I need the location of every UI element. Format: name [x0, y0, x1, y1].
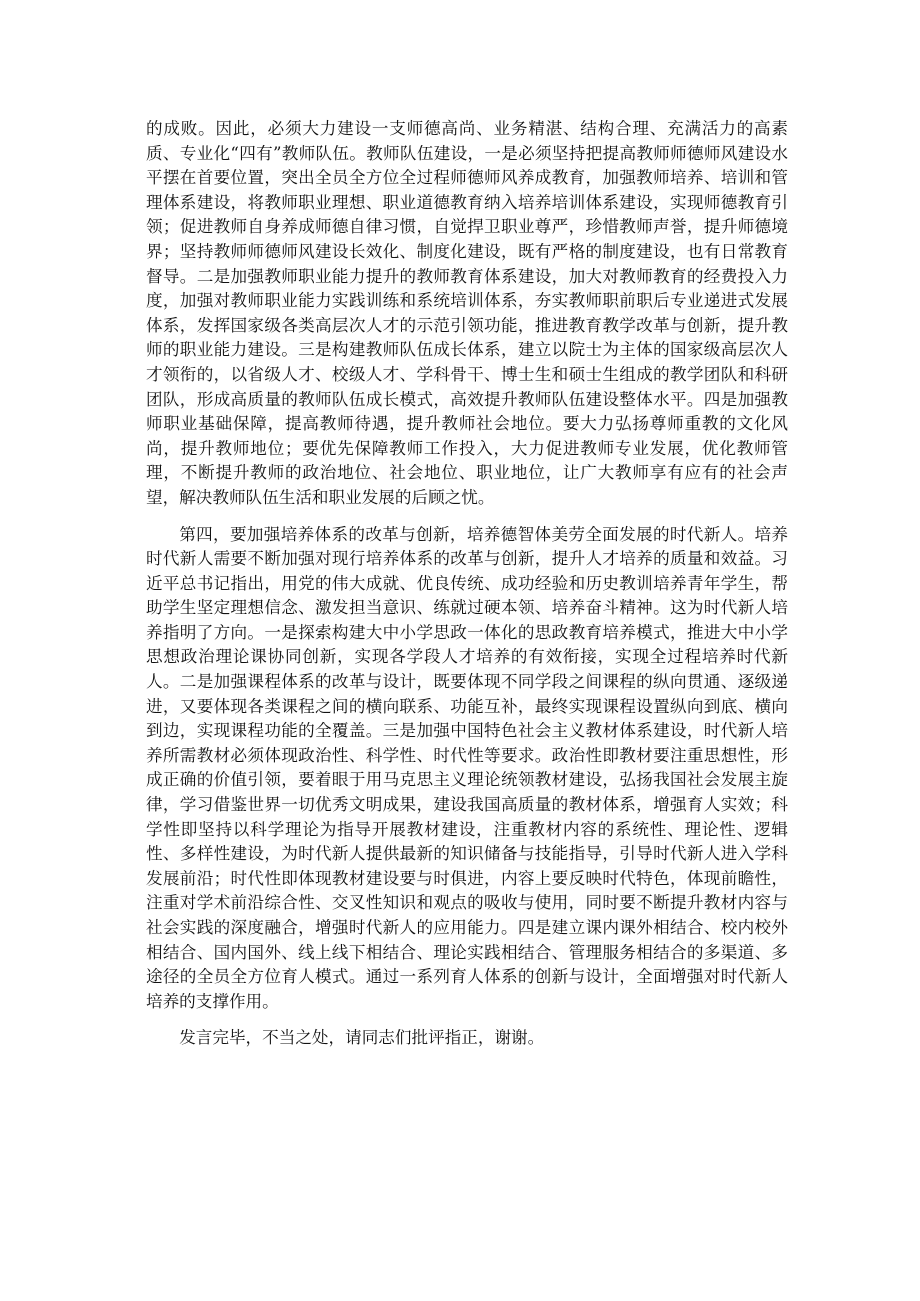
document-page	[146, 117, 788, 1051]
paragraph-teacher-team: 的成败。因此，必须大力建设一支师德高尚、业务精湛、结构合理、充满活力的高素质、专业化“四有”教师队伍。教师队伍建设，一是必须坚持把提高教师师德师风建设水平摆在首要位置，突出全员全方位全过程师德师风养成教育，加强教师培养、培训和管理体系建设，将教师职业理想、职业道德教育纳入培养培训体系建设，实现师德教育引领；促进教师自身养成师德自律习惯，自觉捍卫职业尊严，珍惜教师声誉，提升师德境界；坚持教师师德师风建设长效化、制度化建设，既有严格的制度建设，也有日常教育督导。二是加强教师职业能力提升的教师教育体系建设，加大对教师教育的经费投入力度，加强对教师职业能力实践训练和系统培训体系，夯实教师职前职后专业递进式发展体系，发挥国家级各类高层次人才的示范引领功能，推进教育教学改革与创新，提升教师的职业能力建设。三是构建教师队伍成长体系，建立以院士为主体的国家级高层次人才领衔的，以省级人才、校级人才、学科骨干、博士生和硕士生组成的教学团队和科研团队，形成高质量的教师队伍成长模式，高效提升教师队伍建设整体水平。四是加强教师职业基础保障，提高教师待遇，提升教师社会地位。要大力弘扬尊师重教的文化风尚，提升教师地位；要优先保障教师工作投入，大力促进教师专业发展，优化教师管理，不断提升教师的政治地位、社会地位、职业地位，让广大教师享有应有的社会声望，解决教师队伍生活和职业发展的后顾之忧。	[146, 119, 788, 507]
paragraph-training-system: 第四，要加强培养体系的改革与创新，培养德智体美劳全面发展的时代新人。培养时代新人需要不断加强对现行培养体系的改革与创新，提升人才培养的质量和效益。习近平总书记指出，用党的伟大成就、优良传统、成功经验和历史教训培养青年学生，帮助学生坚定理想信念、激发担当意识、练就过硬本领、培养奋斗精神。这为时代新人培养指明了方向。一是探索构建大中小学思政一体化的思政教育培养模式，推进大中小学思想政治理论课协同创新，实现各学段人才培养的有效衔接，实现全过程培养时代新人。二是加强课程体系的改革与设计，既要体现不同学段之间课程的纵向贯通、逐级递进，又要体现各类课程之间的横向联系、功能互补，最终实现课程设置纵向到底、横向到边，实现课程功能的全覆盖。三是加强中国特色社会主义教材体系建设，时代新人培养所需教材必须体现政治性、科学性、时代性等要求。政治性即教材要注重思想性，形成正确的价值引领，要着眼于用马克思主义理论统领教材建设，弘扬我国社会发展主旋律，学习借鉴世界一切优秀文明成果，建设我国高质量的教材体系，增强育人实效；科学性即坚持以科学理论为指导开展教材建设，注重教材内容的系统性、理论性、逻辑性、多样性建设，为时代新人提供最新的知识储备与技能指导，引导时代新人进入学科发展前沿；时代性即体现教材建设要与时俱进，内容上要反映时代特色，体现前瞻性，注重对学术前沿综合性、交叉性知识和观点的吸收与使用，同时要不断提升教材内容与社会实践的深度融合，增强时代新人的应用能力。四是建立课内课外相结合、校内校外相结合、国内国外、线上线下相结合、理论实践相结合、管理服务相结合的多渠道、多途径的全员全方位育人模式。通过一系列育人体系的创新与设计，全面增强对时代新人培养的支撑作用。	[146, 524, 788, 1011]
paragraph-closing: 发言完毕，不当之处，请同志们批评指正，谢谢。	[179, 1028, 545, 1048]
paragraph-gap	[146, 511, 788, 523]
paragraph-gap	[146, 1014, 788, 1026]
